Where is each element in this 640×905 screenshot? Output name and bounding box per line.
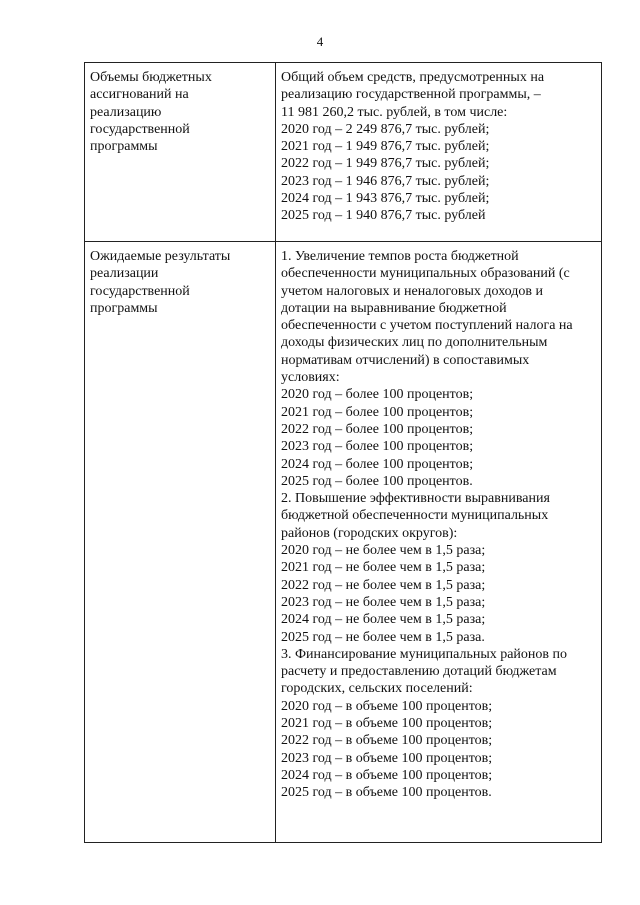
value-line: обеспеченности муниципальных образований (с (281, 266, 570, 282)
value-line: расчету и предоставлению дотаций бюджетам (281, 664, 557, 680)
value-line: 2023 год – более 100 процентов; (281, 439, 474, 455)
row-value-cell (276, 63, 602, 242)
value-line: 2022 год – не более чем в 1,5 раза; (281, 577, 486, 593)
value-line: 2021 год – более 100 процентов; (281, 404, 474, 420)
row-label-line: программы (90, 139, 158, 155)
value-line: 2025 год – более 100 процентов. (281, 473, 473, 489)
page-number: 4 (316, 34, 324, 49)
value-line: дотации на выравнивание бюджетной (281, 300, 507, 316)
value-line: 2023 год – не более чем в 1,5 раза; (281, 594, 486, 610)
value-line: 2020 год – 2 249 876,7 тыс. рублей; (281, 121, 490, 137)
value-line: 2022 год – 1 949 876,7 тыс. рублей; (281, 156, 490, 172)
value-line: 2022 год – в объеме 100 процентов; (281, 733, 493, 749)
value-line: Общий объем средств, предусмотренных на (281, 70, 545, 85)
value-line: 2024 год – в объеме 100 процентов; (281, 767, 493, 783)
value-line: 3. Финансирование муниципальных районов по (281, 646, 568, 662)
value-line: 2020 год – более 100 процентов; (281, 387, 474, 403)
row-label-cell (85, 242, 276, 843)
value-line: условиях: (281, 370, 340, 386)
value-line: 2024 год – не более чем в 1,5 раза; (281, 612, 486, 628)
value-line: доходы физических лиц по дополнительным (281, 335, 548, 351)
value-line: 2024 год – 1 943 876,7 тыс. рублей; (281, 191, 490, 207)
value-line: реализацию государственной программы, – (281, 87, 541, 103)
value-line: учетом налоговых и неналоговых доходов и (281, 283, 543, 299)
value-line: 2023 год – 1 946 876,7 тыс. рублей; (281, 173, 490, 189)
row-label-cell (85, 63, 276, 242)
value-line: 2025 год – 1 940 876,7 тыс. рублей (281, 208, 486, 224)
value-line: обеспеченности с учетом поступлений налога на (281, 318, 573, 334)
value-line: 1. Увеличение темпов роста бюджетной (281, 249, 519, 264)
value-line: 2021 год – в объеме 100 процентов; (281, 716, 493, 732)
row-label-line: реализации (90, 266, 159, 282)
value-line: 2023 год – в объеме 100 процентов; (281, 750, 493, 766)
value-line: 2022 год – более 100 процентов; (281, 421, 474, 437)
value-line: 2021 год – не более чем в 1,5 раза; (281, 560, 486, 576)
program-passport-table (84, 62, 602, 843)
table-row-expected-results (85, 242, 602, 843)
value-line: районов (городских округов): (281, 525, 458, 541)
table-row-budget-allocations (85, 63, 602, 242)
row-label-line: ассигнований на (90, 87, 189, 103)
value-line: 2021 год – 1 949 876,7 тыс. рублей; (281, 139, 490, 155)
row-label-line: Ожидаемые результаты (90, 249, 231, 264)
value-line: 2020 год – не более чем в 1,5 раза; (281, 543, 486, 559)
value-line: 2025 год – в объеме 100 процентов. (281, 785, 492, 801)
value-line: 11 981 260,2 тыс. рублей, в том числе: (281, 104, 508, 120)
row-value-cell (276, 242, 602, 843)
value-line: нормативам отчислений) в сопоставимых (281, 352, 530, 368)
value-line: 2025 год – не более чем в 1,5 раза. (281, 629, 485, 645)
value-line: городских, сельских поселений: (281, 681, 473, 697)
row-label-line: реализацию (90, 104, 162, 120)
row-label-line: государственной (90, 283, 190, 299)
row-label-line: Объемы бюджетных (90, 70, 212, 85)
row-label-line: программы (90, 300, 158, 316)
value-line: 2020 год – в объеме 100 процентов; (281, 698, 493, 714)
row-label-line: государственной (90, 121, 190, 137)
value-line: бюджетной обеспеченности муниципальных (281, 508, 549, 524)
value-line: 2. Повышение эффективности выравнивания (281, 491, 550, 507)
value-line: 2024 год – более 100 процентов; (281, 456, 474, 472)
